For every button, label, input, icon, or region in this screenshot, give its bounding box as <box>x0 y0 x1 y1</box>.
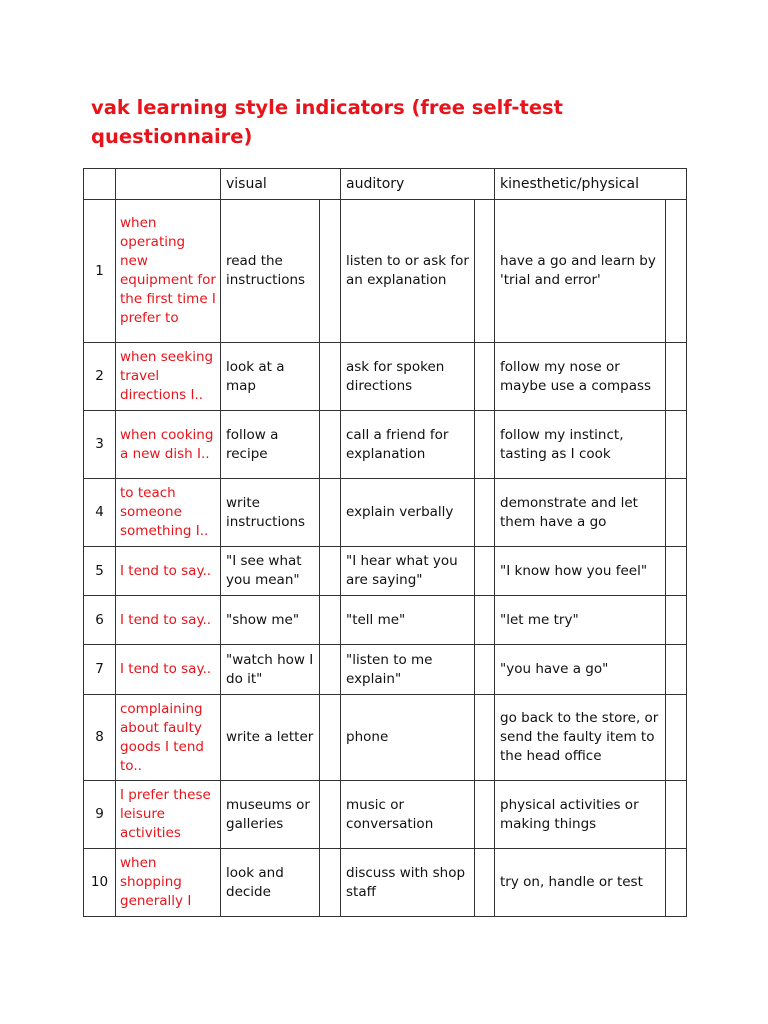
kinesthetic-answer: "you have a go" <box>495 645 666 695</box>
row-prompt: when shopping generally I <box>116 849 221 917</box>
row-number: 6 <box>84 596 116 645</box>
table-row <box>84 343 687 411</box>
kinesthetic-answer: try on, handle or test <box>495 849 666 917</box>
auditory-answer: "listen to me explain" <box>341 645 475 695</box>
row-number: 2 <box>84 343 116 411</box>
visual-score-cell[interactable] <box>320 645 341 695</box>
visual-score-cell[interactable] <box>320 596 341 645</box>
visual-score-cell[interactable] <box>320 479 341 547</box>
kinesthetic-score-cell[interactable] <box>666 200 687 343</box>
auditory-score-cell[interactable] <box>475 695 495 781</box>
table-row <box>84 479 687 547</box>
visual-answer: "I see what you mean" <box>221 547 320 596</box>
visual-score-cell[interactable] <box>320 849 341 917</box>
auditory-score-cell[interactable] <box>475 781 495 849</box>
visual-answer: write instructions <box>221 479 320 547</box>
kinesthetic-score-cell[interactable] <box>666 645 687 695</box>
table-row <box>84 411 687 479</box>
auditory-answer: ask for spoken directions <box>341 343 475 411</box>
auditory-score-cell[interactable] <box>475 849 495 917</box>
auditory-answer: "I hear what you are saying" <box>341 547 475 596</box>
table-row <box>84 547 687 596</box>
row-number: 7 <box>84 645 116 695</box>
row-prompt: I prefer these leisure activities <box>116 781 221 849</box>
row-number: 9 <box>84 781 116 849</box>
visual-score-cell[interactable] <box>320 547 341 596</box>
table-row <box>84 645 687 695</box>
header-visual: visual <box>221 169 341 200</box>
auditory-answer: explain verbally <box>341 479 475 547</box>
visual-score-cell[interactable] <box>320 411 341 479</box>
visual-answer: "watch how I do it" <box>221 645 320 695</box>
auditory-answer: "tell me" <box>341 596 475 645</box>
page-title: vak learning style indicators (free self-test questionnaire) <box>91 96 563 148</box>
auditory-score-cell[interactable] <box>475 596 495 645</box>
kinesthetic-answer: physical activities or making things <box>495 781 666 849</box>
row-prompt: to teach someone something I.. <box>116 479 221 547</box>
kinesthetic-answer: follow my instinct, tasting as I cook <box>495 411 666 479</box>
auditory-score-cell[interactable] <box>475 343 495 411</box>
auditory-answer: music or conversation <box>341 781 475 849</box>
kinesthetic-score-cell[interactable] <box>666 343 687 411</box>
row-number: 3 <box>84 411 116 479</box>
visual-answer: look and decide <box>221 849 320 917</box>
kinesthetic-score-cell[interactable] <box>666 596 687 645</box>
auditory-answer: phone <box>341 695 475 781</box>
visual-score-cell[interactable] <box>320 343 341 411</box>
row-number: 4 <box>84 479 116 547</box>
row-prompt: when cooking a new dish I.. <box>116 411 221 479</box>
kinesthetic-score-cell[interactable] <box>666 849 687 917</box>
visual-score-cell[interactable] <box>320 200 341 343</box>
kinesthetic-score-cell[interactable] <box>666 411 687 479</box>
auditory-answer: listen to or ask for an explanation <box>341 200 475 343</box>
visual-score-cell[interactable] <box>320 695 341 781</box>
header-prompt <box>116 169 221 200</box>
auditory-score-cell[interactable] <box>475 547 495 596</box>
visual-answer: write a letter <box>221 695 320 781</box>
row-prompt: I tend to say.. <box>116 645 221 695</box>
row-number: 10 <box>84 849 116 917</box>
kinesthetic-score-cell[interactable] <box>666 695 687 781</box>
visual-score-cell[interactable] <box>320 781 341 849</box>
visual-answer: read the instructions <box>221 200 320 343</box>
row-prompt: I tend to say.. <box>116 547 221 596</box>
row-prompt: complaining about faulty goods I tend to.. <box>116 695 221 781</box>
table-row <box>84 695 687 781</box>
kinesthetic-answer: "I know how you feel" <box>495 547 666 596</box>
auditory-score-cell[interactable] <box>475 645 495 695</box>
row-number: 8 <box>84 695 116 781</box>
visual-answer: "show me" <box>221 596 320 645</box>
auditory-answer: call a friend for explanation <box>341 411 475 479</box>
row-number: 5 <box>84 547 116 596</box>
auditory-score-cell[interactable] <box>475 479 495 547</box>
kinesthetic-answer: demonstrate and let them have a go <box>495 479 666 547</box>
kinesthetic-answer: have a go and learn by 'trial and error' <box>495 200 666 343</box>
visual-answer: look at a map <box>221 343 320 411</box>
table-header-row <box>84 169 687 200</box>
header-num <box>84 169 116 200</box>
kinesthetic-answer: "let me try" <box>495 596 666 645</box>
table-row <box>84 849 687 917</box>
kinesthetic-answer: follow my nose or maybe use a compass <box>495 343 666 411</box>
kinesthetic-score-cell[interactable] <box>666 547 687 596</box>
kinesthetic-answer: go back to the store, or send the faulty item to the head office <box>495 695 666 781</box>
visual-answer: museums or galleries <box>221 781 320 849</box>
row-prompt: I tend to say.. <box>116 596 221 645</box>
auditory-score-cell[interactable] <box>475 411 495 479</box>
table-row <box>84 200 687 343</box>
vak-questionnaire-table <box>83 168 687 917</box>
auditory-score-cell[interactable] <box>475 200 495 343</box>
kinesthetic-score-cell[interactable] <box>666 479 687 547</box>
row-prompt: when operating new equipment for the first time I prefer to <box>116 200 221 343</box>
auditory-answer: discuss with shop staff <box>341 849 475 917</box>
table-row <box>84 596 687 645</box>
header-kinesthetic: kinesthetic/physical <box>495 169 687 200</box>
table-row <box>84 781 687 849</box>
visual-answer: follow a recipe <box>221 411 320 479</box>
kinesthetic-score-cell[interactable] <box>666 781 687 849</box>
row-number: 1 <box>84 200 116 343</box>
header-auditory: auditory <box>341 169 495 200</box>
row-prompt: when seeking travel directions I.. <box>116 343 221 411</box>
